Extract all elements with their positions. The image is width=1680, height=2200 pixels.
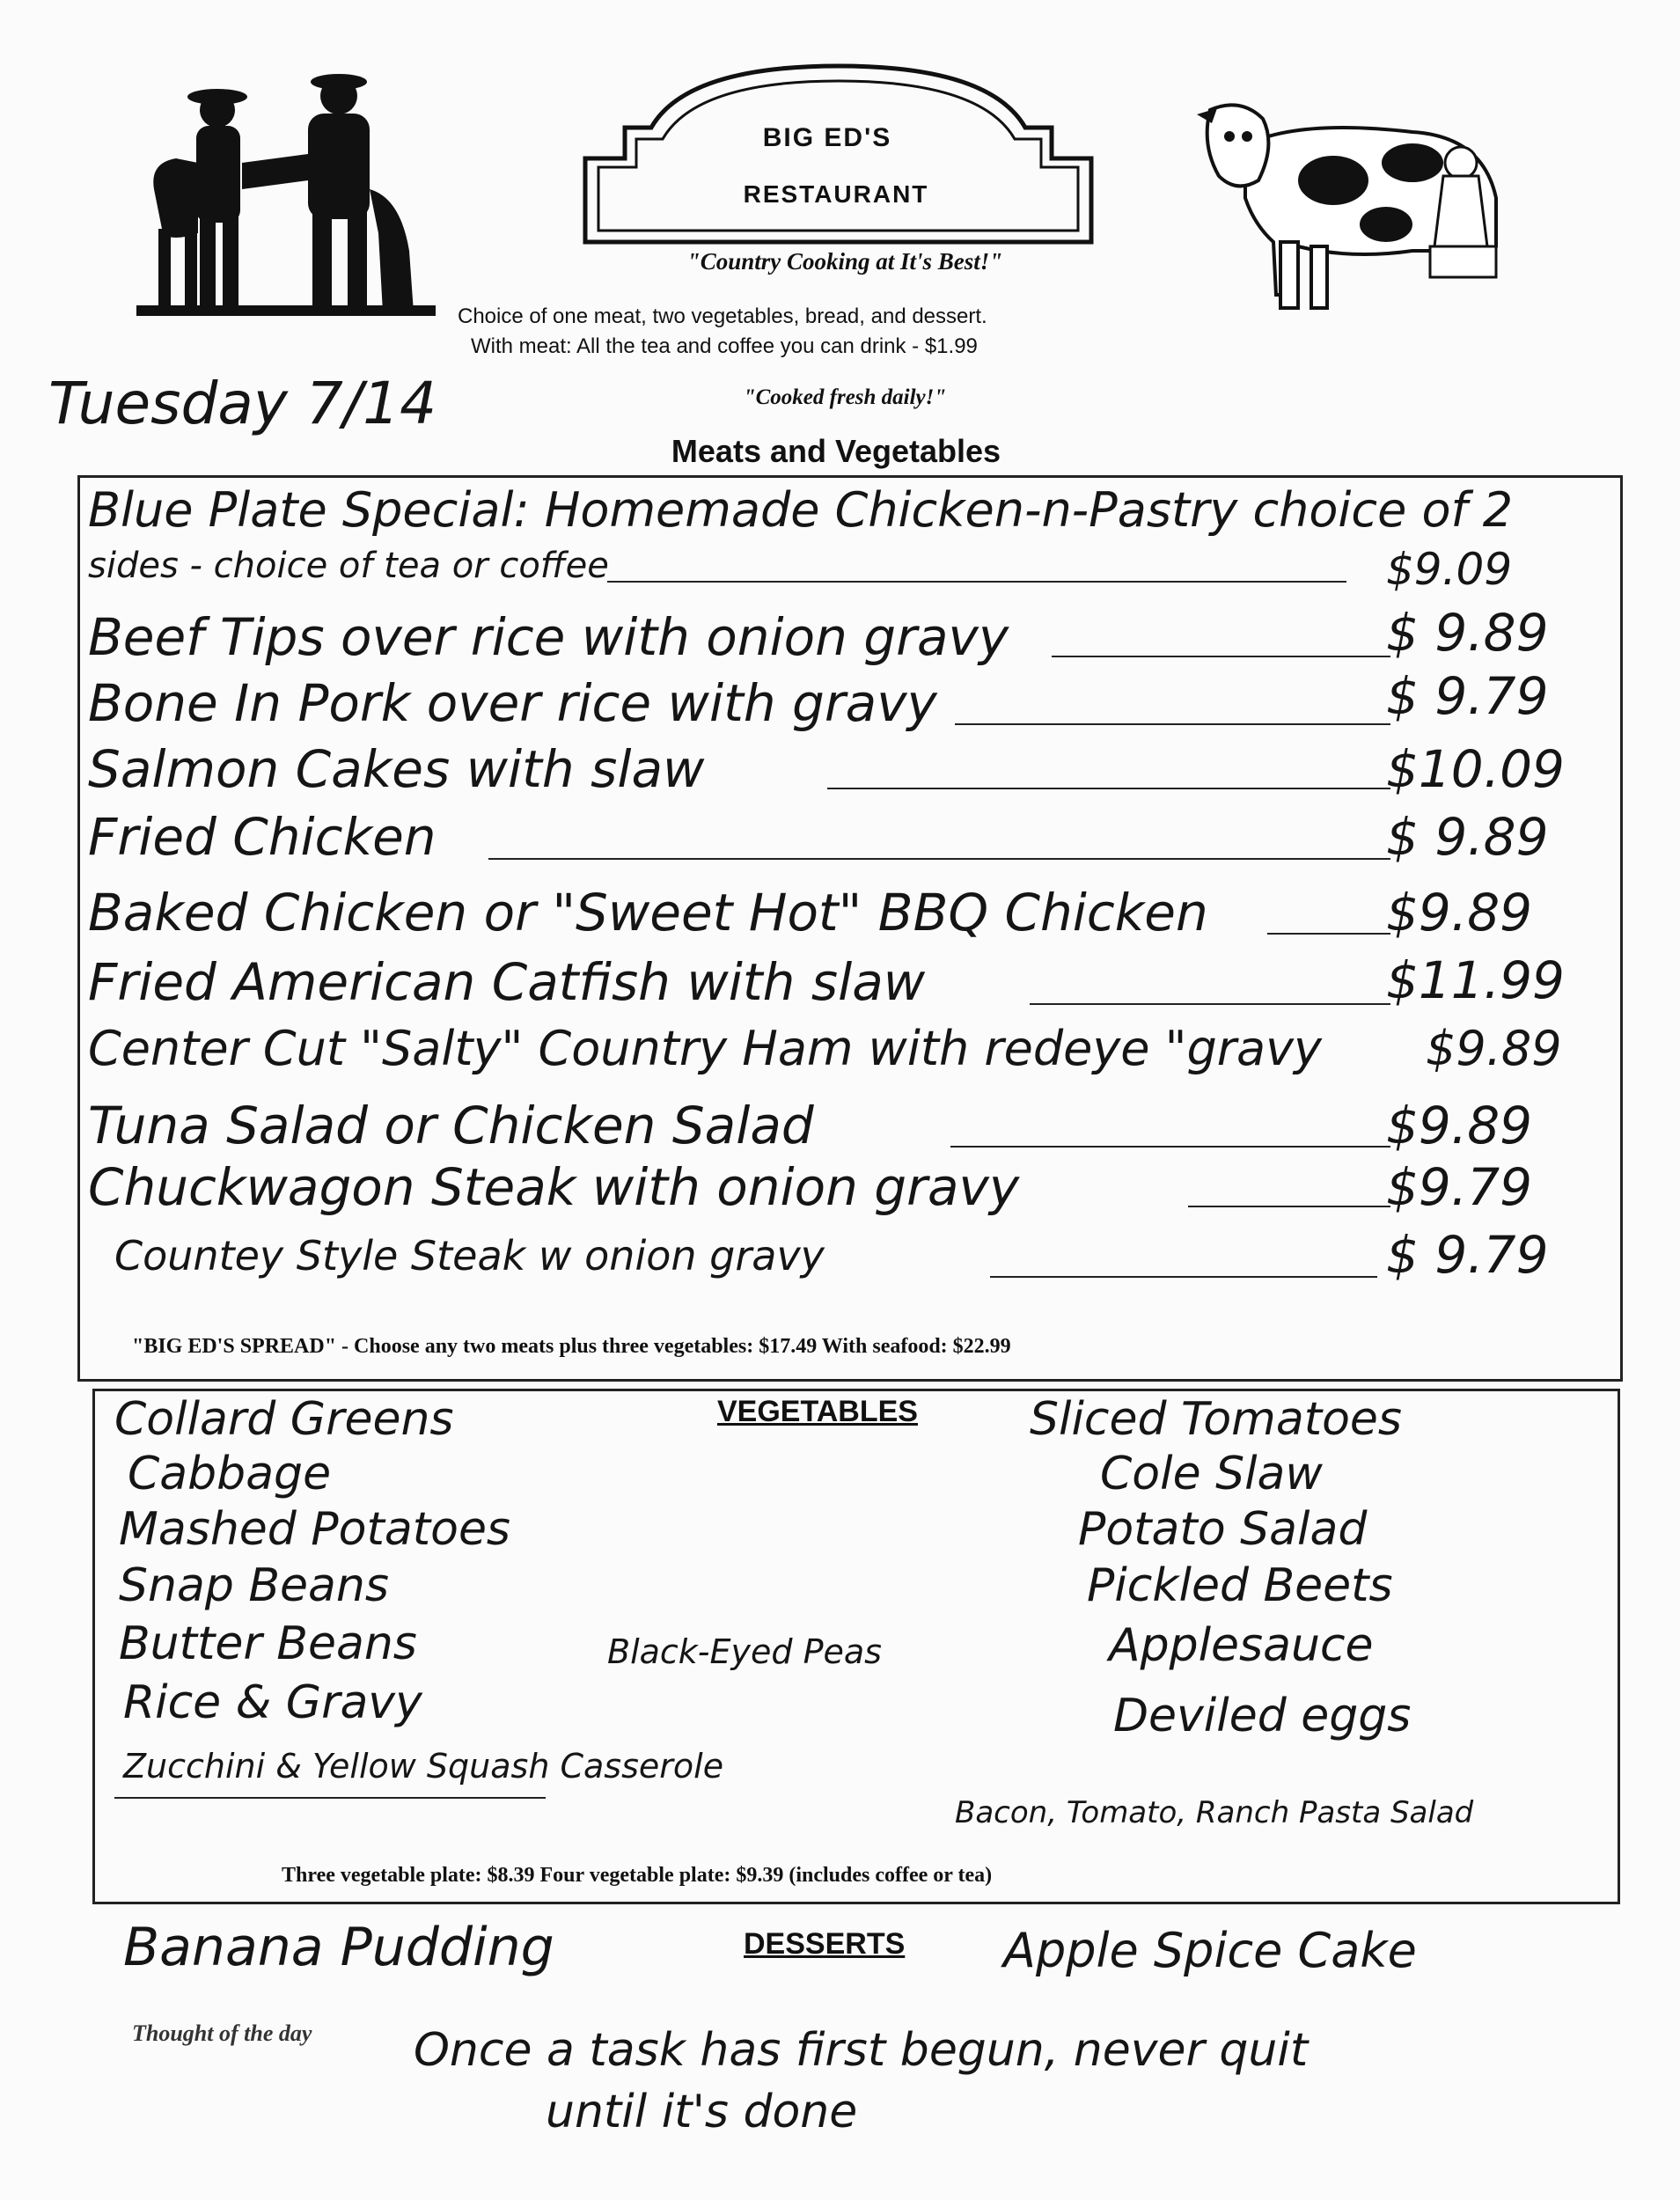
leader-line [1052,656,1390,657]
meat-price: $ 9.89 [1386,807,1549,867]
dessert-item: Apple Spice Cake [1003,1923,1417,1978]
drink-description: With meat: All the tea and coffee you can drink - $1.99 [471,334,978,358]
handwritten-date: Tuesday 7/14 [48,370,437,437]
meat-price: $9.09 [1386,544,1513,595]
leader-line [955,723,1390,725]
vegetable-item: Potato Salad [1078,1503,1368,1556]
vegetable-item: Snap Beans [119,1559,389,1612]
thought-of-the-day-label: Thought of the day [132,2020,312,2046]
underline [114,1797,546,1799]
meat-item: Countey Style Steak w onion gravy [114,1232,825,1280]
vegetable-item: Cole Slaw [1100,1448,1323,1500]
restaurant-name: BIG ED'S [762,123,892,152]
vegetable-item: Collard Greens [114,1393,454,1446]
meat-price: $9.89 [1386,883,1533,942]
vegetable-item: Cabbage [128,1448,332,1500]
leader-line [488,858,1390,860]
leader-line [607,581,1346,583]
vegetable-item: Black-Eyed Peas [607,1632,882,1671]
meat-item: Fried Chicken [88,807,437,867]
meat-item: Fried American Catfish with slaw [88,952,926,1012]
vegetable-item: Bacon, Tomato, Ranch Pasta Salad [955,1795,1474,1830]
meat-price: $ 9.89 [1386,603,1549,663]
meat-item: Center Cut "Salty" Country Ham with redeye "gravy [88,1021,1322,1076]
meat-price: $11.99 [1386,950,1565,1010]
vegetable-item: Zucchini & Yellow Squash Casserole [123,1747,724,1786]
vegetable-item: Pickled Beets [1087,1559,1393,1612]
restaurant-logo [576,62,1100,246]
leader-line [827,788,1390,789]
vegetable-item: Applesauce [1109,1619,1374,1672]
meat-item: sides - choice of tea or coffee [88,546,609,586]
vegetable-plate-prices: Three vegetable plate: $8.39 Four vegetable plate: $9.39 (includes coffee or tea) [282,1864,993,1887]
leader-line [950,1146,1390,1148]
vegetable-item: Butter Beans [119,1617,417,1670]
meat-item: Tuna Salad or Chicken Salad [88,1096,814,1155]
meat-item: Blue Plate Special: Homemade Chicken-n-Pastry choice of 2 [88,482,1514,538]
thought-of-the-day-text: until it's done [546,2086,858,2138]
meat-price: $9.89 [1386,1096,1533,1155]
cow-illustration-icon [1192,92,1544,321]
big-eds-spread-note: "BIG ED'S SPREAD" - Choose any two meats plus three vegetables: $17.49 With seafood: $22.99 [132,1335,1011,1358]
vegetable-item: Sliced Tomatoes [1030,1393,1402,1446]
meat-price: $9.79 [1386,1157,1533,1217]
dessert-item: Banana Pudding [123,1917,554,1978]
restaurant-subtitle: RESTAURANT [743,180,929,208]
tagline: "Country Cooking at It's Best!" [686,248,1003,275]
thought-of-the-day-text: Once a task has first begun, never quit [414,2024,1309,2077]
vegetable-item: Rice & Gravy [123,1676,422,1729]
vegetables-title: VEGETABLES [717,1395,918,1428]
farmers-silhouette-icon [136,57,436,321]
meat-item: Beef Tips over rice with onion gravy [88,607,1009,667]
vegetable-item: Deviled eggs [1113,1690,1412,1742]
meat-price: $10.09 [1386,739,1565,799]
meat-item: Chuckwagon Steak with onion gravy [88,1157,1020,1217]
meat-price: $ 9.79 [1386,1225,1549,1285]
vegetable-item: Mashed Potatoes [119,1503,511,1556]
choice-description: Choice of one meat, two vegetables, bread, and dessert. [458,304,987,328]
meat-price: $ 9.79 [1386,666,1549,726]
meats-section-title: Meats and Vegetables [671,433,1001,469]
desserts-title: DESSERTS [744,1927,906,1961]
fresh-daily-note: "Cooked fresh daily!" [743,385,947,409]
meat-item: Baked Chicken or "Sweet Hot" BBQ Chicken [88,883,1208,942]
leader-line [1267,933,1390,935]
leader-line [990,1276,1377,1278]
meat-item: Bone In Pork over rice with gravy [88,673,937,733]
leader-line [1188,1206,1390,1207]
meat-item: Salmon Cakes with slaw [88,739,705,799]
leader-line [1030,1003,1390,1005]
meat-price: $9.89 [1426,1021,1562,1076]
